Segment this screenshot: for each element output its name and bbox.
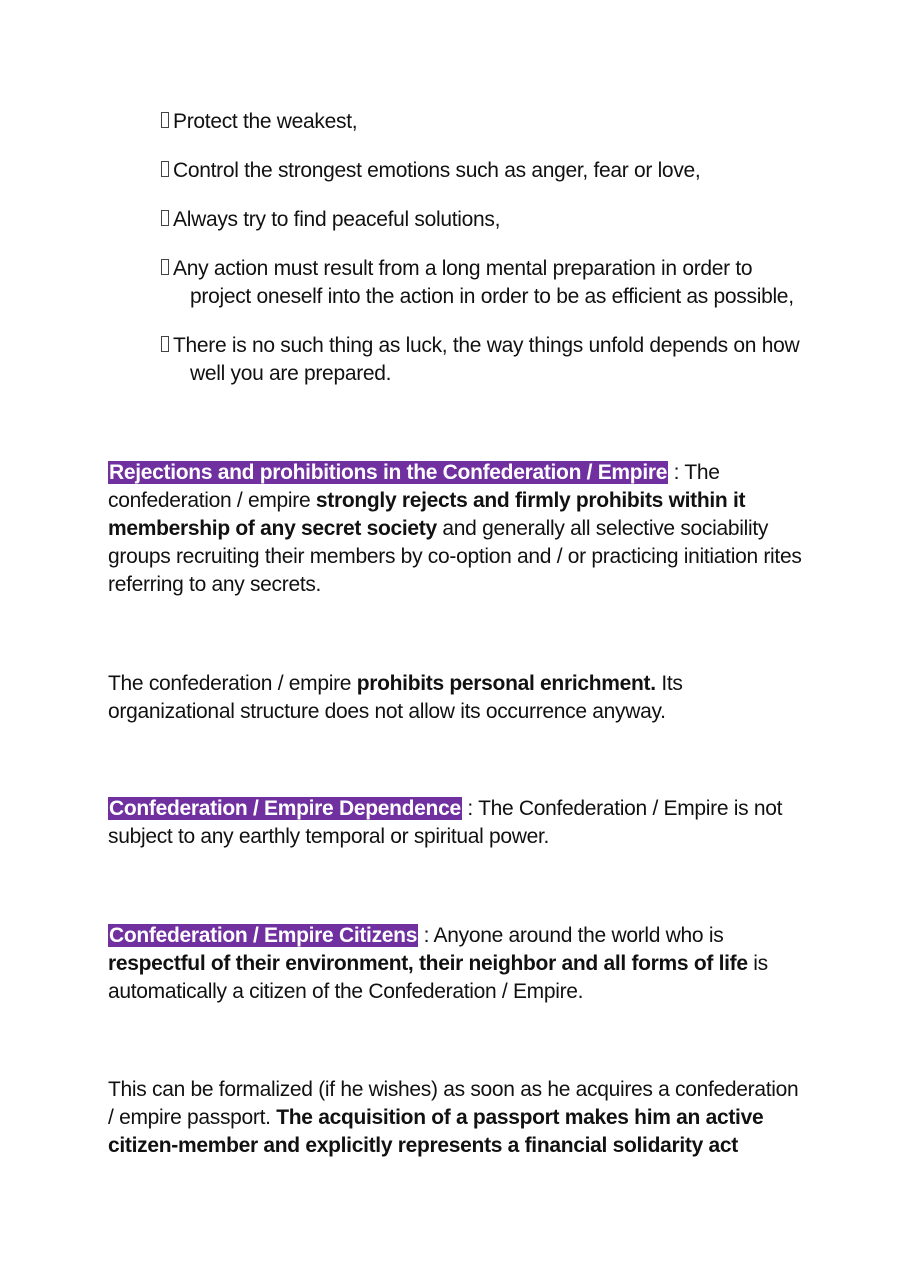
enrichment-bold: prohibits personal enrichment. — [356, 672, 656, 695]
bullet-list — [160, 108, 820, 409]
list-item-continuation: well you are prepared. — [190, 362, 392, 385]
rejections-paragraph — [108, 459, 808, 599]
list-item — [160, 108, 820, 136]
bullet-glyph-icon — [160, 108, 173, 136]
bullet-glyph-icon — [160, 332, 173, 388]
list-item-text: Protect the weakest, — [173, 110, 358, 133]
list-item-text: Any action must result from a long mental preparation in order to — [173, 257, 753, 280]
dependence-paragraph — [108, 795, 808, 851]
passport-text-1: This can be formalized (if he wishes) as soon as he acquires a confederation / empire passport. — [108, 1078, 799, 1129]
list-item — [160, 332, 820, 388]
list-item — [160, 157, 820, 185]
list-item-continuation: project oneself into the action in order to be as efficient as possible, — [190, 285, 794, 308]
list-item-text: There is no such thing as luck, the way things unfold depends on how — [173, 334, 800, 357]
citizens-heading: Confederation / Empire Citizens — [109, 924, 418, 947]
enrichment-text-1: The confederation / empire — [108, 672, 357, 695]
dependence-text-1: : The Confederation / Empire is not subject to any earthly temporal or spiritual power. — [108, 797, 783, 848]
passport-paragraph — [108, 1076, 808, 1160]
rejections-heading: Rejections and prohibitions in the Confederation / Empire — [109, 461, 668, 484]
citizens-bold: respectful of their environment, their neighbor and all forms of life — [108, 952, 748, 975]
passport-bold: The acquisition of a passport makes him an active citizen-member and explicitly represents a financial solidarity act — [108, 1106, 764, 1157]
citizens-text-1: : Anyone around the world who is — [418, 924, 724, 947]
list-item — [160, 206, 820, 234]
bullet-glyph-icon — [160, 255, 173, 311]
citizens-text-2: is automatically a citizen of the Confederation / Empire. — [108, 952, 768, 1003]
rejections-bold: strongly rejects and firmly prohibits within it membership of any secret society — [108, 489, 746, 540]
dependence-heading: Confederation / Empire Dependence — [109, 797, 461, 820]
enrichment-text-2: Its organizational structure does not allow its occurrence anyway. — [108, 672, 683, 723]
bullet-glyph-icon — [160, 157, 173, 185]
rejections-text-2: and generally all selective sociability groups recruiting their members by co-option and / or practicing initiation rites referring to any secrets. — [108, 517, 802, 596]
list-item-text: Control the strongest emotions such as anger, fear or love, — [173, 159, 701, 182]
rejections-text-1: : The confederation / empire — [108, 461, 720, 512]
list-item-text: Always try to find peaceful solutions, — [173, 208, 501, 231]
bullet-glyph-icon — [160, 206, 173, 234]
enrichment-paragraph — [108, 670, 808, 726]
citizens-paragraph — [108, 922, 808, 1006]
list-item — [160, 255, 820, 311]
